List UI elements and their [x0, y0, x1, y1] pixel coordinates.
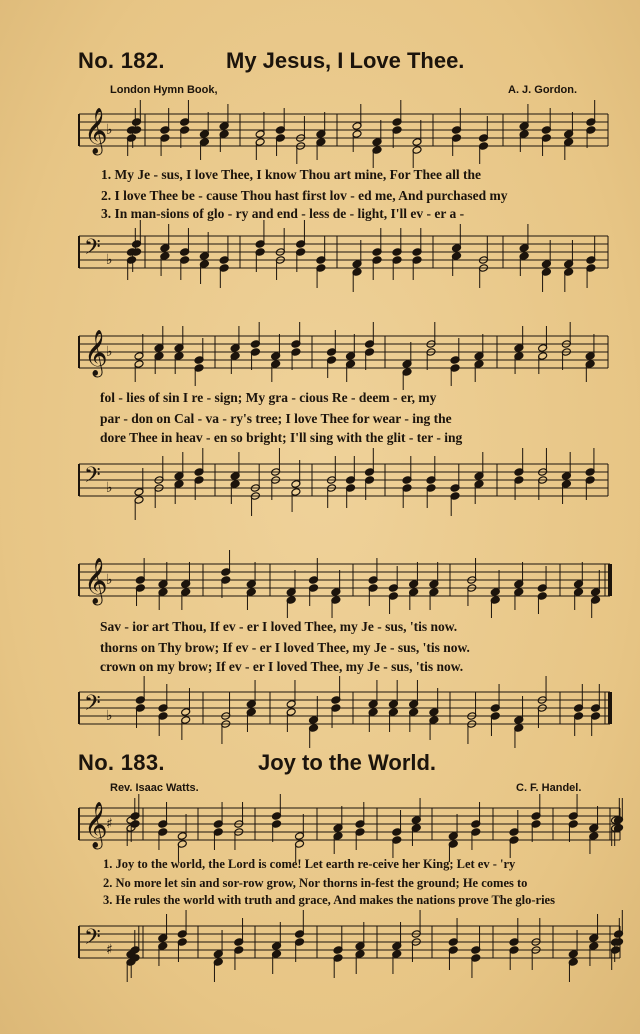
lyric-text: fol - lies of sin I re - sign; My gra - cious Re - deem - er, my — [100, 390, 437, 405]
bass-clef-icon: 𝄢 — [84, 463, 101, 493]
hymn-composer: A. J. Gordon. — [508, 84, 578, 96]
lyric-text: 2. I love Thee be - cause Thou hast first lov - ed me, And purchased my — [101, 188, 508, 203]
hymn-source: Rev. Isaac Watts. — [110, 782, 199, 794]
hymn-title: My Jesus, I Love Thee. — [226, 48, 465, 73]
bass-clef-icon: 𝄢 — [84, 691, 101, 721]
lyric-text: thorns on Thy brow; If ev - er I loved Thee, my Je - sus, 'tis now. — [100, 640, 470, 655]
treble-clef-icon: 𝄞 — [84, 330, 108, 376]
flat-icon: ♭ — [106, 708, 113, 724]
flat-icon: ♭ — [106, 252, 113, 268]
lyric-text: dore Thee in heav - en so bright; I'll sing with the glit - ter - ing — [100, 430, 463, 445]
treble-clef-icon: 𝄞 — [84, 108, 108, 154]
lyric-text: 1. My Je - sus, I love Thee, I know Thou art mine, For Thee all the — [101, 167, 482, 182]
bass-staff — [0, 450, 640, 520]
treble-staff — [0, 322, 640, 392]
lyric-text: 2. No more let sin and sor-row grow, Nor thorns in-fest the ground; He comes to — [103, 876, 528, 890]
hymn-title: Joy to the World. — [258, 750, 437, 775]
flat-icon: ♭ — [106, 122, 113, 138]
bass-clef-icon: 𝄢 — [84, 235, 101, 265]
hymn-composer: C. F. Handel. — [516, 782, 582, 794]
lyric-text: 3. He rules the world with truth and grace, And makes the nations prove The glo-ries — [103, 893, 555, 907]
treble-clef-icon: 𝄞 — [84, 802, 108, 848]
bass-staff — [0, 222, 640, 302]
bass-clef-icon: 𝄢 — [84, 925, 101, 955]
flat-icon: ♭ — [106, 572, 113, 588]
bass-staff — [0, 678, 640, 753]
flat-icon: ♭ — [106, 344, 113, 360]
lyric-text: 1. Joy to the world, the Lord is come! Let earth re-ceive her King; Let ev - 'ry — [103, 857, 516, 871]
sharp-icon: ♯ — [106, 816, 113, 832]
sharp-icon: ♯ — [106, 942, 113, 958]
hymn-source: London Hymn Book, — [110, 84, 218, 96]
lyric-text: 3. In man-sions of glo - ry and end - less de - light, I'll ev - er a - — [101, 206, 465, 221]
treble-clef-icon: 𝄞 — [84, 558, 108, 604]
flat-icon: ♭ — [106, 480, 113, 496]
bass-staff — [0, 912, 640, 987]
lyric-text: par - don on Cal - va - ry's tree; I love Thee for wear - ing the — [100, 411, 452, 426]
lyric-text: Sav - ior art Thou, If ev - er I loved Thee, my Je - sus, 'tis now. — [100, 619, 458, 634]
lyric-text: crown on my brow; If ev - er I loved Thee, my Je - sus, 'tis now. — [100, 659, 464, 674]
treble-staff — [0, 550, 640, 620]
treble-staff — [0, 794, 640, 864]
hymn-number: No. 183. — [78, 750, 165, 775]
hymn-number: No. 182. — [78, 48, 165, 73]
